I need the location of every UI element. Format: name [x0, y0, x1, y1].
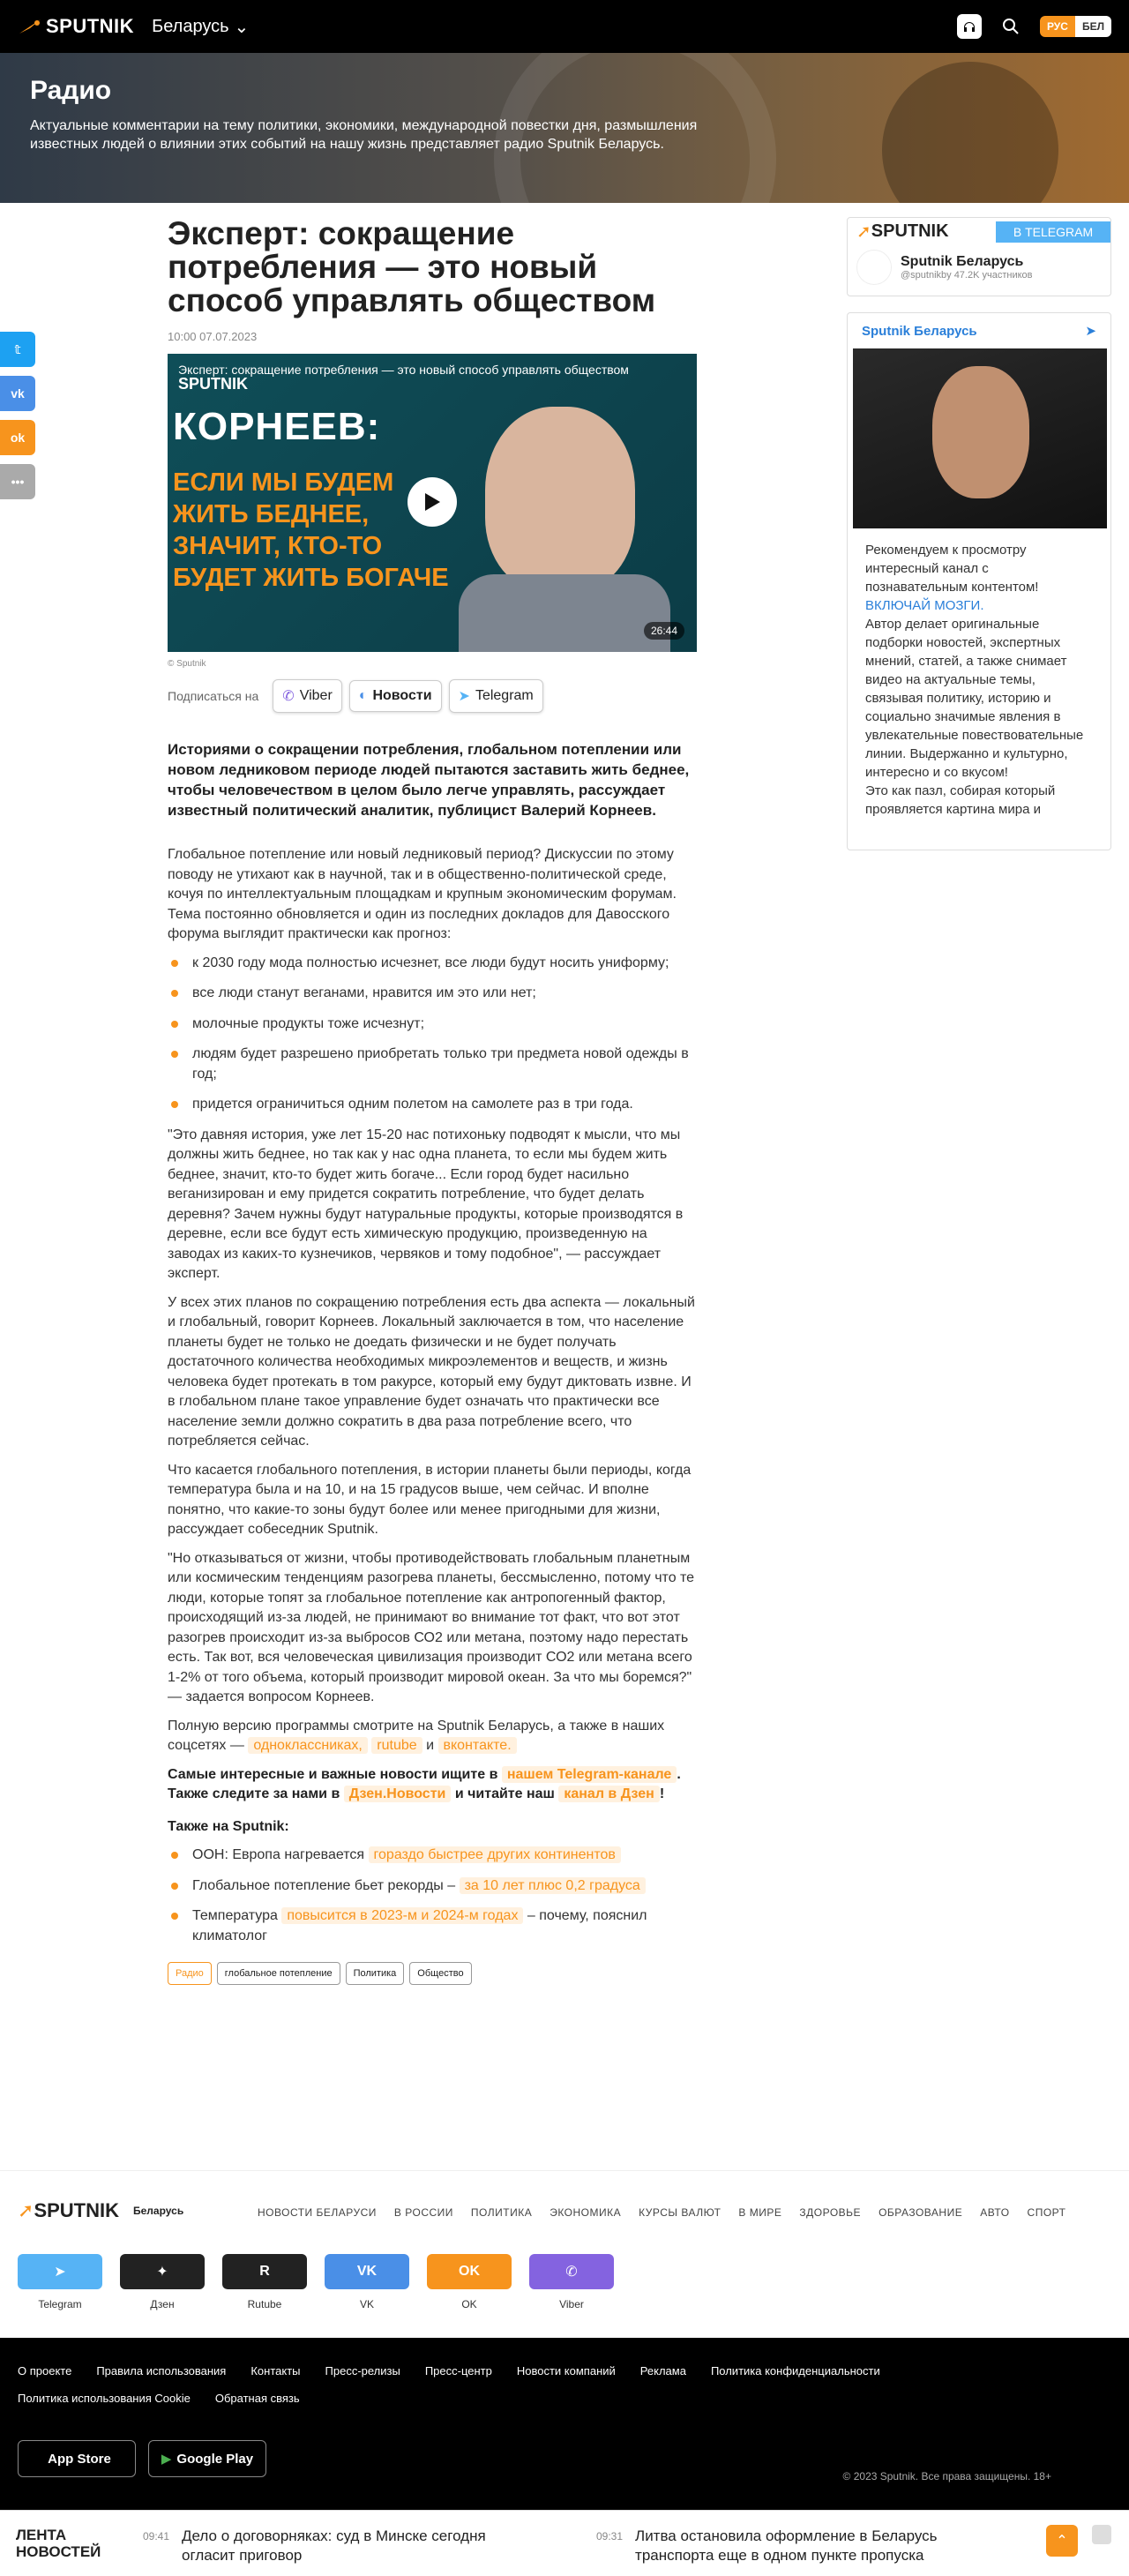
footer-nav-item[interactable]: В РОССИИ	[393, 2206, 453, 2219]
telegram-banner[interactable]	[847, 217, 1111, 296]
speaker-face	[485, 407, 635, 592]
video-title: Эксперт: сокращение потребления — это новый способ управлять обществом	[178, 363, 629, 377]
section-description: Актуальные комментарии на тему политики, экономики, международной повестки дня, размышления известных людей о влиянии этих событий на нашу жизнь представляет радио Sputnik Беларусь.	[30, 118, 698, 152]
chevron-up-icon: ⌃	[1056, 2534, 1068, 2549]
play-icon	[423, 492, 441, 512]
telegram-label: Telegram	[475, 688, 534, 703]
video-quote-line: ЕСЛИ МЫ БУДЕМ	[173, 468, 394, 497]
footer-nav-item[interactable]: НОВОСТИ БЕЛАРУСИ	[258, 2206, 377, 2219]
ticker-time: 09:41	[143, 2530, 170, 2542]
footer-link[interactable]: Реклама	[639, 2364, 686, 2378]
text: . Также следите за нами в	[168, 1766, 681, 1801]
footer-nav-item[interactable]: В МИРЕ	[738, 2206, 782, 2219]
text: и читайте наш	[454, 1786, 555, 1801]
footer-nav-item[interactable]: ОБРАЗОВАНИЕ	[879, 2206, 963, 2219]
also-link[interactable]: повысится в 2023-м и 2024-м годах	[281, 1907, 523, 1924]
banner-logo: ➚ SPUTNIK	[856, 221, 949, 242]
dzen-news-link[interactable]: Дзен.Новости	[344, 1786, 452, 1802]
also-list	[168, 1846, 697, 1946]
speaker-body	[459, 574, 670, 652]
social-ok[interactable]	[427, 2254, 512, 2310]
telegram-icon: ➤	[18, 2254, 102, 2289]
social-viber[interactable]	[529, 2254, 614, 2310]
text: Глобальное потепление бьет рекорды –	[192, 1877, 456, 1893]
lang-ru[interactable]: РУС	[1040, 16, 1075, 37]
region-label: Беларусь	[152, 16, 229, 36]
footer-link[interactable]: Контакты	[250, 2364, 301, 2378]
app-stores	[18, 2440, 266, 2477]
also-item	[168, 1876, 697, 1897]
widget-title[interactable]: Sputnik Беларусь	[862, 323, 977, 339]
footer-logo-text: SPUTNIK	[34, 2199, 119, 2221]
telegram-channel-link[interactable]: нашем Telegram-канале	[502, 1766, 677, 1783]
more-icon: •••	[11, 475, 25, 489]
google-news-icon: ◐	[358, 688, 368, 703]
list-item: придется ограничиться одним полетом на самолете раз в три года.	[168, 1095, 697, 1115]
ticker-text: Дело о договорняках: суд в Минске сегодня огласит приговор	[182, 2527, 486, 2564]
paragraph: Что касается глобального потепления, в истории планеты были периоды, когда температура была и на 10, и на 15 градусов выше, чем сейчас. И вполне понятно, что какие-то зоны будут более или менее пригодными для жизни, рассуждает собеседник Sputnik.	[168, 1462, 692, 1537]
telegram-subscribe-button[interactable]	[449, 679, 543, 713]
footer-links	[18, 2364, 1076, 2405]
also-link[interactable]: гораздо быстрее других континентов	[369, 1846, 621, 1863]
tag-list	[168, 1962, 697, 1985]
widget-paragraph: Рекомендуем к просмотру интересный канал с познавательным контентом!	[865, 543, 1039, 595]
footer-nav-item[interactable]: СПОРТ	[1027, 2206, 1066, 2219]
video-quote-line: ЖИТЬ БЕДНЕЕ,	[173, 500, 370, 528]
footer-link[interactable]: Пресс-релизы	[325, 2364, 400, 2378]
tag[interactable]: глобальное потепление	[217, 1962, 340, 1985]
sputnik-logo[interactable]	[18, 15, 134, 38]
social-label: Rutube	[247, 2298, 282, 2310]
news-label: Новости	[372, 688, 432, 703]
text: Температура	[192, 1908, 278, 1923]
tag[interactable]: Общество	[409, 1962, 471, 1985]
also-item	[168, 1846, 697, 1866]
tag[interactable]: Радио	[168, 1962, 212, 1985]
paragraph: У всех этих планов по сокращению потребления есть два аспекта — локальный и глобальный, говорит Корнеев. Локальный заключается в том, что население планеты будет не только не доедать физически и не будет получать достаточного количества необходимых микроэлементов и веществ, и жизнь человека будет протекать в том ракурсе, который ему будут диктовать извне. И в глобальном плане такое управление будет означать что практически все население земли должно сократить в два раза потребление всего, что потребляется сейчас.	[168, 1294, 695, 1449]
footer-nav	[0, 2170, 1129, 2338]
ticker-title: ЛЕНТА НОВОСТЕЙ	[16, 2527, 101, 2560]
top-bar	[0, 0, 1129, 53]
social-dzen[interactable]	[120, 2254, 205, 2310]
video-quote	[173, 467, 449, 594]
social-rutube[interactable]	[222, 2254, 307, 2310]
twitter-icon: 𝕥	[14, 341, 21, 356]
also-item	[168, 1906, 697, 1946]
radio-icon[interactable]	[957, 14, 982, 39]
news-ticker	[0, 2510, 1129, 2576]
sputnik-spark-icon	[18, 18, 42, 35]
app-store-button[interactable]	[18, 2440, 136, 2477]
footer-nav-item[interactable]: ЗДОРОВЬЕ	[799, 2206, 862, 2219]
telegram-widget	[847, 312, 1111, 850]
footer-link[interactable]: Политика использования Cookie	[18, 2392, 191, 2405]
section-hero	[0, 53, 1129, 203]
play-store-icon: ▶	[161, 2452, 172, 2467]
text: ООН: Европа нагревается	[192, 1847, 365, 1862]
scroll-up-button[interactable]	[1046, 2525, 1078, 2557]
sidebar	[847, 217, 1111, 850]
list-item: молочные продукты тоже исчезнут;	[168, 1015, 697, 1035]
video-quote-line: БУДЕТ ЖИТЬ БОГАЧЕ	[173, 564, 449, 592]
social-label: Viber	[559, 2298, 584, 2310]
article-title: Эксперт: сокращение потребления — это новый способ управлять обществом	[168, 215, 656, 318]
dzen-icon: ✦	[120, 2254, 205, 2289]
list-item: к 2030 году мода полностью исчезнет, все люди будут носить униформу;	[168, 954, 697, 974]
more-share-button[interactable]	[0, 464, 35, 499]
banner-telegram-label: В TELEGRAM	[996, 221, 1110, 243]
section-title: Радио	[30, 76, 112, 105]
widget-link[interactable]: ВКЛЮЧАЙ МОЗГИ.	[865, 598, 984, 613]
viber-icon: ✆	[282, 689, 295, 704]
footer-logo[interactable]: ➚ SPUTNIK Беларусь	[18, 2199, 184, 2221]
paragraph: Глобальное потепление или новый ледниковый период? Дискуссии по этому поводу не утихают как в научной, так и в общественно-политической среде, кочуя по интеллектуальным площадкам и крупным экономическим форумам. Тема постоянно обновляется и один из последних докладов для Давосского форума выглядит практически как прогноз:	[168, 847, 677, 941]
widget-header	[848, 313, 1110, 348]
vk-share-button[interactable]	[0, 376, 35, 411]
social-label: Telegram	[38, 2298, 82, 2310]
telegram-icon: ➤	[458, 689, 470, 704]
google-play-label: Google Play	[176, 2451, 254, 2467]
telegram-icon: ➤	[1085, 324, 1096, 339]
footer-link[interactable]: Новости компаний	[516, 2364, 616, 2378]
footer-nav-item[interactable]: ЭКОНОМИКА	[550, 2206, 622, 2219]
article-lead: Историями о сокращении потребления, глобальном потеплении или новом ледниковом периоде людей пытаются заставить жить беднее, чтобы человечеством в целом было легче управлять, рассуждает известный политический аналитик, публицист Валерий Корнеев.	[168, 741, 690, 819]
chevron-down-icon: ⌄	[234, 17, 250, 37]
subscribe-row	[168, 679, 697, 713]
close-ticker-button[interactable]	[1092, 2525, 1111, 2544]
ok-share-button[interactable]	[0, 420, 35, 455]
paragraph	[168, 1765, 697, 1805]
app-store-label: App Store	[48, 2451, 111, 2467]
viber-label: Viber	[299, 688, 333, 703]
vk-icon: VK	[325, 2254, 409, 2289]
footer-link[interactable]: Пресс-центр	[424, 2364, 492, 2378]
vk-icon: vk	[11, 386, 25, 401]
also-link[interactable]: за 10 лет плюс 0,2 градуса	[460, 1877, 646, 1894]
video-logo: SPUTNIK	[178, 375, 249, 393]
article	[168, 217, 697, 1985]
list-item: людям будет разрешено приобретать только три предмета новой одежды в год;	[168, 1045, 697, 1084]
text: Самые интересные и важные новости ищите в	[168, 1766, 498, 1782]
google-play-button[interactable]	[148, 2440, 266, 2477]
paragraph	[168, 1717, 697, 1756]
logo-text: SPUTNIK	[46, 15, 135, 37]
ticker-text: Литва остановила оформление в Беларусь транспорта еще в одном пункте пропуска	[635, 2527, 938, 2564]
article-body	[168, 845, 697, 1946]
subscribe-label: Подписаться на	[168, 689, 259, 703]
ticker-time: 09:31	[596, 2530, 624, 2542]
social-label: VK	[359, 2298, 374, 2310]
article-date: 10:00 07.07.2023	[168, 330, 258, 343]
video-headline: КОРНЕЕВ:	[173, 405, 381, 448]
photo-credit: © Sputnik	[168, 659, 206, 669]
text: и	[426, 1738, 435, 1753]
rutube-icon: R	[222, 2254, 307, 2289]
footer-link[interactable]: Политика конфиденциальности	[710, 2364, 880, 2378]
tag[interactable]: Политика	[346, 1962, 405, 1985]
paragraph: "Но отказываться от жизни, чтобы противодействовать глобальным планетным или космическим тенденциям разогрева планеты, бессмысленно, потому что те люди, которые топят за глобальное потепление как антропогенный фактор, происходящий из-за людей, не принимают во внимание тот факт, что вот этот разогрев происходит из-за выбросов СО2 или метана, поэтому надо перестать есть. Так вот, вся человеческая цивилизация производит СО2 или метана всего 1-2% от того объема, который производит мировой океан. За что мы боремся?" — задается вопросом Корнеев.	[168, 1550, 695, 1704]
footer-link[interactable]: О проекте	[18, 2364, 72, 2378]
footer-region: Беларусь	[133, 2205, 184, 2217]
footer-nav-item[interactable]: КУРСЫ ВАЛЮТ	[639, 2206, 722, 2219]
person-photo	[932, 366, 1029, 498]
news-subscribe-button[interactable]	[349, 680, 442, 712]
copyright: © 2023 Sputnik. Все права защищены. 18+	[842, 2470, 1051, 2482]
video-player[interactable]	[168, 354, 697, 652]
banner-channel	[848, 244, 1110, 290]
twitter-share-button[interactable]	[0, 332, 35, 367]
ticker-item[interactable]	[596, 2527, 984, 2565]
paragraph: "Это давняя история, уже лет 15-20 нас потихоньку подводят к мысли, что мы должны жить беднее, но так как у нас одна планета, то если мы будем жить беднее, значит, кто-то будет жить богаче... Если город будет насильно веганизирован и ему придется сократить потребление, что будет делать деревня? Зачем нужны будут натуральные продукты, которые производятся в деревне, если все будут есть химическую продукцию, произведенную на заводах из каких-то кузнечиков, червяков и тому подобное", — рассуждает эксперт.	[168, 1127, 684, 1281]
dzen-channel-link[interactable]: канал в Дзен	[558, 1786, 659, 1802]
social-label: OK	[461, 2298, 477, 2310]
ticker-item[interactable]	[143, 2527, 531, 2565]
play-button[interactable]	[407, 477, 457, 527]
video-quote-line: ЗНАЧИТ, КТО-ТО	[173, 532, 383, 560]
ok-link[interactable]: одноклассниках,	[248, 1737, 368, 1754]
channel-name: Sputnik Беларусь	[901, 254, 1024, 269]
list-item: все люди станут веганами, нравится им это или нет;	[168, 984, 697, 1004]
language-switch[interactable]	[1040, 16, 1111, 37]
widget-photo	[853, 348, 1107, 528]
widget-text	[848, 528, 1110, 831]
widget-paragraph: Автор делает оригинальные подборки новостей, экспертных мнений, статей, а также снимает видео на актуальные темы, связывая политику, историю и социально значимые явления в увлекательные повествовательные линии. Выдержанно и культурно, интересно и со вкусом!	[865, 617, 1084, 780]
social-vk[interactable]	[325, 2254, 409, 2310]
channel-meta: @sputnikby 47.2K участников	[901, 270, 1033, 281]
ok-icon: ok	[10, 431, 26, 445]
footer-nav-links	[258, 2206, 1065, 2219]
text: – почему, пояснил климатолог	[192, 1908, 647, 1943]
text: !	[659, 1786, 665, 1801]
share-bar	[0, 332, 35, 508]
search-icon[interactable]	[1001, 17, 1021, 36]
social-label: Дзен	[150, 2298, 175, 2310]
footer-nav-item[interactable]: АВТО	[980, 2206, 1010, 2219]
viber-icon: ✆	[529, 2254, 614, 2289]
widget-paragraph: Это как пазл, собирая который проявляется картина мира и	[865, 783, 1056, 817]
footer-bottom	[0, 2338, 1129, 2510]
footer-link[interactable]: Правила использования	[96, 2364, 227, 2378]
channel-avatar	[856, 250, 892, 285]
social-telegram[interactable]	[18, 2254, 102, 2310]
ok-icon: OK	[427, 2254, 512, 2289]
footer-link[interactable]: Обратная связь	[214, 2392, 300, 2405]
footer-socials	[18, 2254, 614, 2310]
video-duration: 26:44	[644, 622, 684, 640]
banner-logo-text: SPUTNIK	[871, 221, 949, 241]
vk-link[interactable]: вконтакте.	[438, 1737, 517, 1754]
region-selector[interactable]	[152, 16, 249, 38]
footer-nav-item[interactable]: ПОЛИТИКА	[470, 2206, 533, 2219]
text: Полную версию программы смотрите на Sputnik Беларусь, а также в наших соцсетях —	[168, 1718, 665, 1753]
viber-subscribe-button[interactable]	[273, 679, 341, 713]
forecast-list	[168, 954, 697, 1115]
rutube-link[interactable]: rutube	[371, 1737, 422, 1754]
lang-by[interactable]: БЕЛ	[1075, 16, 1111, 37]
also-heading: Также на Sputnik:	[168, 1818, 289, 1834]
